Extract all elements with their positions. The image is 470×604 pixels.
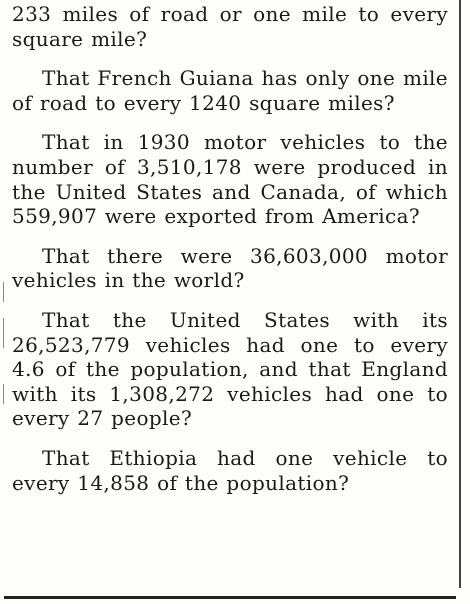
bottom-rule	[4, 596, 456, 599]
paragraph-road-continuation: 233 miles of road or one mile to every square mile?	[12, 2, 448, 51]
column-rule-right	[459, 0, 461, 588]
paragraph-french-guiana: That French Guiana has only one mile of road to every 1240 square miles?	[12, 66, 448, 115]
column-rule-left	[3, 282, 4, 302]
paragraph-us-england: That the United States with its 26,523,779 vehicles had one to every 4.6 of the population, and that England with its 1,308,272 vehicles had one to every 27 people?	[12, 307, 448, 431]
paragraph-vehicles-produced: That in 1930 motor vehicles to the number of 3,510,178 were produced in the United States and Canada, of which 559,907 were exported from America?	[12, 130, 448, 229]
column-rule-left	[3, 318, 4, 348]
paragraph-ethiopia: That Ethiopia had one vehicle to every 14,858 of the population?	[12, 445, 448, 495]
column-rule-left	[3, 384, 4, 404]
text-column	[12, 0, 448, 495]
paragraph-world-vehicles: That there were 36,603,000 motor vehicles in the world?	[12, 243, 448, 293]
